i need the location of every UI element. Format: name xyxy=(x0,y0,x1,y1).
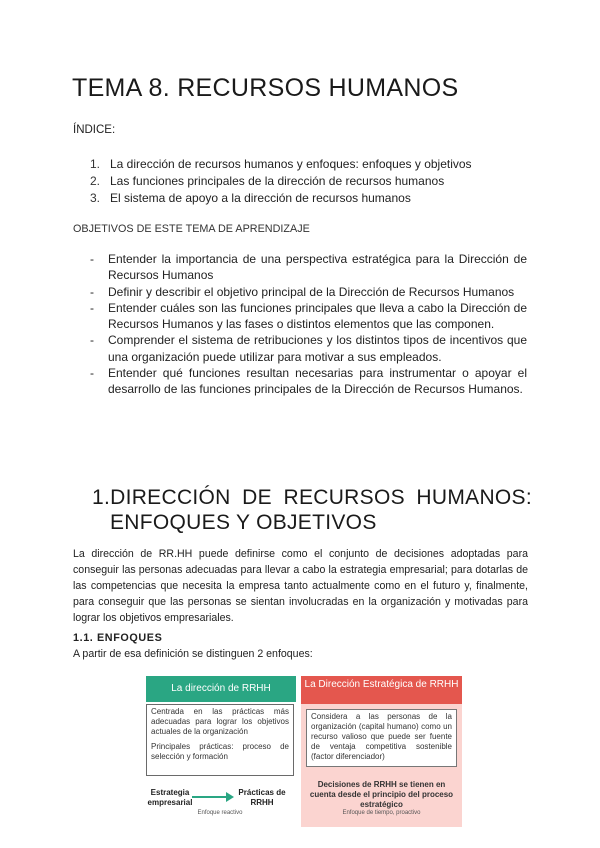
index-item-text: La dirección de recursos humanos y enfoques: enfoques y objetivos xyxy=(110,157,472,171)
dash-bullet: - xyxy=(90,366,94,381)
dash-bullet: - xyxy=(90,333,94,348)
rrhh-approach-practices: Principales prácticas: proceso de selección y formación xyxy=(151,742,289,761)
index-label: ÍNDICE: xyxy=(73,124,116,136)
objective-item xyxy=(90,251,527,284)
index-item-text: El sistema de apoyo a la dirección de recursos humanos xyxy=(110,191,411,205)
objective-text: Definir y describir el objetivo principal de la Dirección de Recursos Humanos xyxy=(108,284,515,299)
objectives-label: OBJETIVOS DE ESTE TEMA DE APRENDIZAJE xyxy=(73,223,310,235)
objective-text: Comprender el sistema de retribuciones y los distintos tipos de incentivos que una organización puede utilizar para motivar a sus empleados. xyxy=(108,333,527,364)
index-item xyxy=(90,190,472,207)
dash-bullet: - xyxy=(90,252,94,266)
objectives-list xyxy=(90,251,527,398)
strategic-rrhh-header: La Dirección Estratégica de RRHH xyxy=(301,676,462,704)
strategic-rrhh-panel xyxy=(301,676,462,827)
index-item xyxy=(90,173,472,190)
flow-source-label: Estrategia empresarial xyxy=(147,788,193,807)
flow-caption: Enfoque reactivo xyxy=(197,810,243,816)
rrhh-approach-body xyxy=(146,704,294,776)
lead-text: A partir de esa definición se distinguen 2 enfoques: xyxy=(73,648,313,660)
index-list xyxy=(90,156,472,207)
objective-text: Entender la importancia de una perspectiva estratégica para la Dirección de Recursos Humanos xyxy=(108,252,527,283)
index-item-number: 1. xyxy=(90,157,101,171)
page-title: TEMA 8. RECURSOS HUMANOS xyxy=(72,74,459,102)
rrhh-approach-panel xyxy=(146,676,296,776)
index-item-number: 3. xyxy=(90,191,101,205)
index-item-text: Las funciones principales de la dirección de recursos humanos xyxy=(110,174,445,188)
objective-text: Entender qué funciones resultan necesarias para instrumentar o apoyar el desarrollo de las funciones principales de la Dirección de Recursos Humanos. xyxy=(108,366,527,397)
dash-bullet: - xyxy=(90,284,94,299)
section-heading: 1.DIRECCIÓN DE RECURSOS HUMANOS: xyxy=(92,486,532,509)
objective-text: Entender cuáles son las funciones principales que lleva a cabo la Dirección de Recursos Humanos y las fases o distintos elementos que las componen. xyxy=(108,300,527,332)
section-heading-line2: ENFOQUES Y OBJETIVOS xyxy=(110,511,377,534)
flow-target-label: Prácticas de RRHH xyxy=(238,788,286,807)
intro-paragraph: La dirección de RR.HH puede definirse como el conjunto de decisiones adoptadas para conseguir las personas adecuadas para llevar a cabo la estrategia empresarial; para dotarlas de las competencias que necesita la empresa tanto actualmente como en el futuro y, finalmente, para conseguir que las personas se sientan involucradas en la organización y motivadas para lograr los objetivos empresariales. xyxy=(73,548,528,624)
objective-item xyxy=(90,365,527,398)
strategic-rrhh-decisions: Decisiones de RRHH se tienen en cuenta desde el principio del proceso estratégico xyxy=(309,780,454,809)
objective-item xyxy=(90,332,527,365)
rrhh-approach-text: Centrada en las prácticas más adecuadas para lograr los objetivos actuales de la organización xyxy=(151,707,289,736)
arrow-right-icon xyxy=(190,790,236,804)
strategic-rrhh-body: Considera a las personas de la organización (capital humano) como un recurso valioso que puede ser fuente de ventaja competitiva sostenible (factor diferenciador) xyxy=(306,709,457,767)
index-item-number: 2. xyxy=(90,174,101,188)
rrhh-approach-header: La dirección de RRHH xyxy=(146,676,296,702)
strategic-rrhh-caption: Enfoque de tiempo, proactivo xyxy=(342,810,421,816)
objective-item xyxy=(90,284,527,300)
index-item xyxy=(90,156,472,173)
dash-bullet: - xyxy=(90,300,94,315)
objective-item xyxy=(90,300,527,333)
subsection-heading: 1.1. ENFOQUES xyxy=(73,632,163,644)
